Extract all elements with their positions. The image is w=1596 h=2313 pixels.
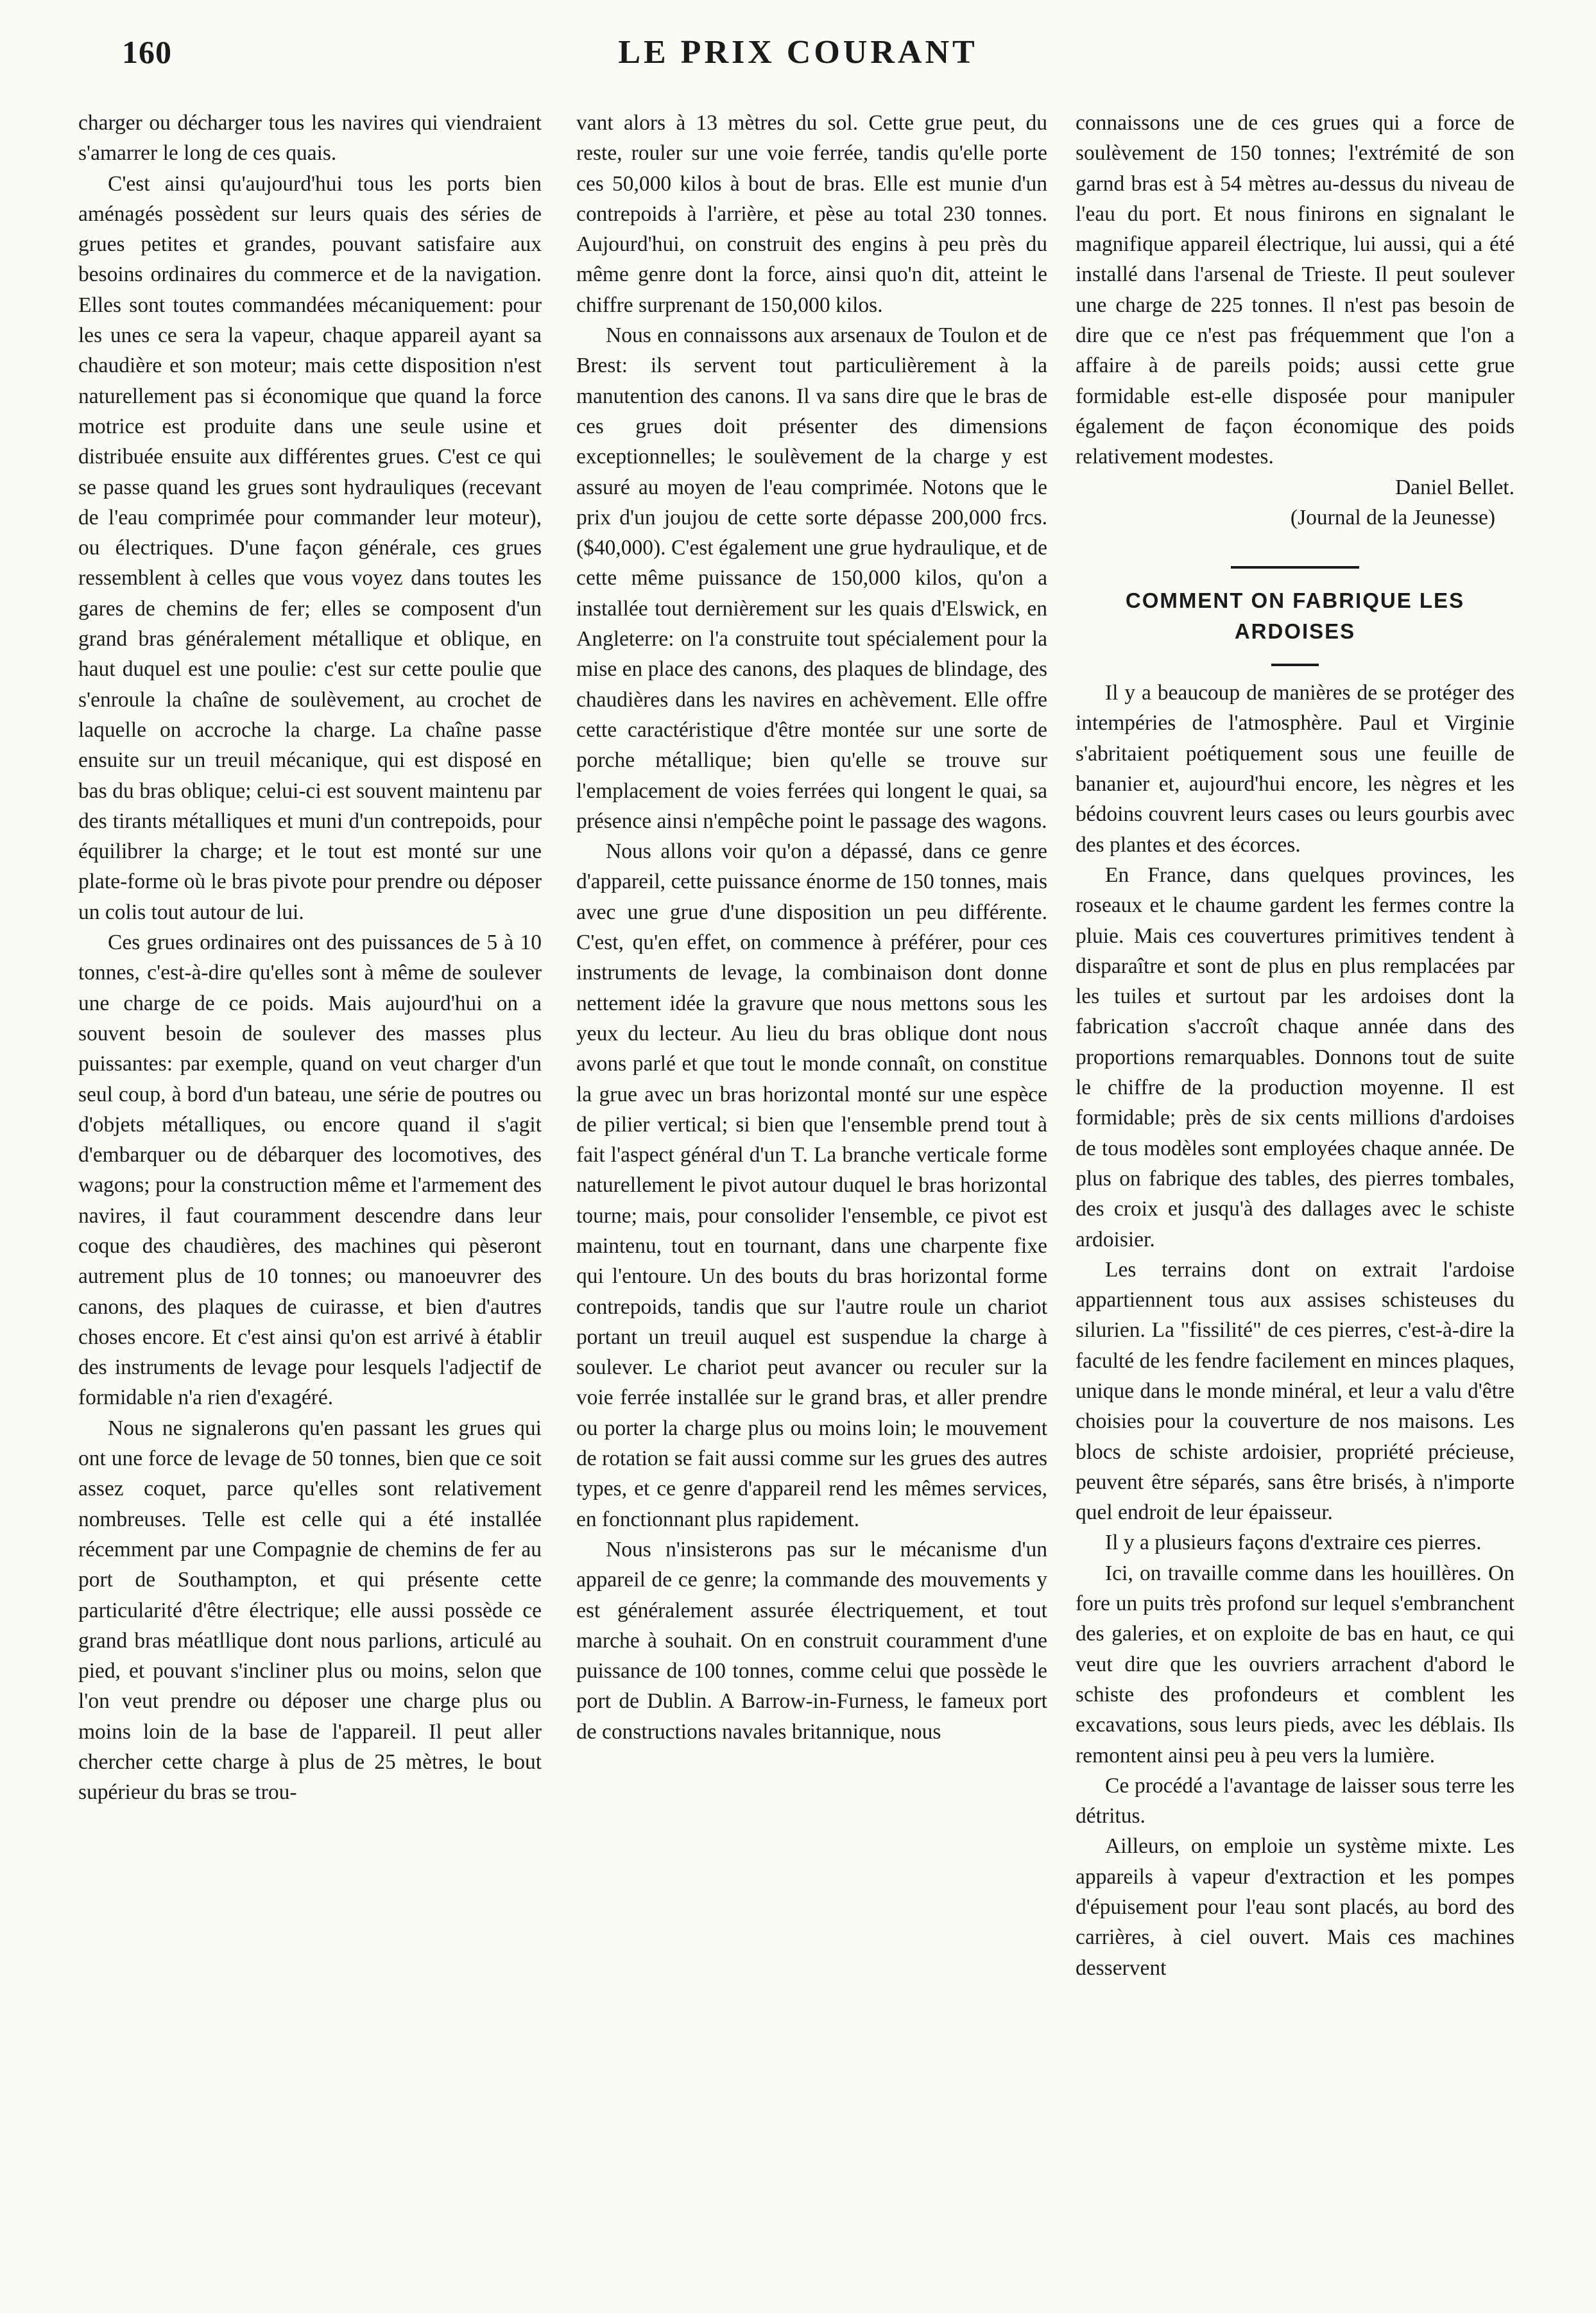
paragraph: C'est ainsi qu'aujourd'hui tous les ports bien aménagés possèdent sur leurs quais des séries de grues petites et grandes, pouvant satisfaire aux besoins ordinaires du commerce et de la navigation. Elles sont toutes commandées mécaniquement: pour les unes ce sera la vapeur, chaque appareil ayant sa chaudière et son moteur; mais cette disposition n'est naturellement pas si économique que quand la force motrice est produite dans une seule usine et distribuée ensuite aux différentes grues. C'est ce qui se passe quand les grues sont hydrauliques (recevant de l'eau comprimée pour commander leur moteur), ou électriques. D'une façon générale, ces grues ressemblent à celles que vous voyez dans toutes les gares de chemins de fer; elles se composent d'un grand bras généralement métallique et oblique, en haut duquel est une poulie: c'est sur cette poulie que s'enroule la chaîne de soulèvement, au crochet de laquelle on accroche la charge. La chaîne passe ensuite sur un treuil mécanique, qui est disposé en bas du bras oblique; celui-ci est souvent maintenu par des tirants métalliques et muni d'un contrepoids, pour équilibrer la charge; et le tout est monté sur une plate-forme où le bras pivote pour prendre ou déposer un colis tout autour de lui. (78, 171, 542, 924)
paragraph: Ces grues ordinaires ont des puissances de 5 à 10 tonnes, c'est-à-dire qu'elles sont à même de soulever une charge de ce poids. Mais aujourd'hui on a souvent besoin de soulever des masses plus puissantes: par exemple, quand on veut charger d'un seul coup, à bord d'un bateau, une série de poutres ou d'objets métalliques, ou encore quand il s'agit d'embarquer ou de débarquer des locomotives, des wagons; pour la construction même et l'armement des navires, il faut couramment descendre dans leur coque des chaudières, des machines qui pèseront autrement plus de 10 tonnes; ou manoeuvrer des canons, des plaques de cuirasse, et bien d'autres choses encore. Et c'est ainsi qu'on est arrivé à établir des instruments de levage pour lesquels l'adjectif de formidable n'a rien d'exagéré. (78, 931, 542, 1410)
paragraph: vant alors à 13 mètres du sol. Cette grue peut, du reste, rouler sur une voie ferrée, tandis qu'elle porte ces 50,000 kilos à bout de bras. Elle est munie d'un contrepoids à l'arrière, et pèse au total 230 tonnes. Aujourd'hui, on construit des engins à peu près du même genre dont la force, ainsi quo'n dit, atteint le chiffre surprenant de 150,000 kilos. (576, 111, 1047, 317)
paragraph: Ailleurs, on emploie un système mixte. Les appareils à vapeur d'extraction et les pompes d'épuisement pour l'eau sont placés, au bord des carrières, à ciel ouvert. Mais ces machines desservent (1076, 1834, 1514, 1980)
paragraph: Il y a plusieurs façons d'extraire ces pierres. (1105, 1531, 1482, 1555)
article-author: Daniel Bellet. (1394, 475, 1514, 499)
paragraph: En France, dans quelques provinces, les roseaux et le chaume gardent les fermes contre la pluie. Mais ces couvertures primitives tendent à disparaître et sont de plus en plus remplacées par les tuiles et surtout par les ardoises dont la fabrication s'accroît chaque année dans des proportions remarquables. Donnons tout de suite le chiffre de la production moyenne. Il est formidable; près de six cents millions d'ardoises de tous modèles sont employées chaque année. De plus on fabrique des tables, des pierres tombales, des croix et jusqu'à des dallages avec le schiste ardoisier. (1076, 863, 1514, 1251)
paragraph: charger ou décharger tous les navires qui viendraient s'amarrer le long de ces quais. (78, 111, 542, 166)
section-heading: COMMENT ON FABRIQUE LES ARDOISES (1125, 589, 1465, 644)
paragraph: connaissons une de ces grues qui a force de soulèvement de 150 tonnes; l'extrémité de son garnd bras est à 54 mètres au-dessus du niveau de l'eau du port. Et nous finirons en signalant le magnifique appareil électrique, lui aussi, qui a été installé dans l'arsenal de Trieste. Il peut soulever une charge de 225 tonnes. Il n'est pas besoin de dire que ce n'est pas fréquemment que l'on a affaire à de pareils poids; aussi cette grue formidable est-elle disposée pour manipuler également de façon économique des poids relativement modestes. (1076, 111, 1514, 469)
paragraph: Nous en connaissons aux arsenaux de Toulon et de Brest: ils servent tout particulièrement à la manutention des canons. Il va sans dire que le bras de ces grues doit présenter des dimensions exceptionnelles; le soulèvement de la charge y est assuré au moyen de l'eau comprimée. Notons que le prix d'un joujou de cette sorte dépasse 200,000 frcs. ($40,000). C'est également une grue hydraulique, et de cette même puissance de 150,000 kilos, qu'on a installée tout dernièrement sur les quais d'Elswick, en Angleterre: on l'a construite tout spécialement pour la mise en place des canons, des plaques de blindage, des chaudières dans les navires en achèvement. Elle offre cette caractéristique d'être montée sur une sorte de porche métallique; bien qu'elle se trouve sur l'emplacement de voies ferrées qui longent le quai, sa présence ainsi n'empêche point le passage des wagons. (576, 323, 1047, 833)
journal-title: LE PRIX COURANT (618, 34, 978, 71)
paragraph: Nous ne signalerons qu'en passant les grues qui ont une force de levage de 50 tonnes, bien que ce soit assez coquet, parce qu'elles sont relativement nombreuses. Telle est celle qui a été installée récemment par une Compagnie de chemins de fer au port de Southampton, et qui présente cette particularité d'être électrique; elle aussi possède ce grand bras méatllique dont nous parlions, articulé au pied, et pouvant s'incliner plus ou moins, selon que l'on veut prendre ou déposer une charge plus ou moins loin de la base de l'appareil. Il peut aller chercher cette charge à plus de 25 mètres, le bout supérieur du bras se trou- (78, 1416, 542, 1805)
article-source: (Journal de la Jeunesse) (1290, 505, 1495, 529)
paragraph: Ce procédé a l'avantage de laisser sous terre les détritus. (1076, 1773, 1514, 1828)
paragraph: Nous allons voir qu'on a dépassé, dans ce genre d'appareil, cette puissance énorme de 150 tonnes, mais avec une grue d'une disposition un peu différente. C'est, qu'en effet, on commence à préférer, pour ces instruments de levage, la combinaison dont donne nettement idée la gravure que nous mettons sous les yeux du lecteur. Au lieu du bras oblique dont nous avons parlé et que tout le monde connaît, on constitue la grue avec un bras horizontal monté sur une espèce de pilier vertical; si bien que l'ensemble prend tout à fait l'aspect général d'un T. La branche verticale forme naturellement le pivot autour duquel le bras horizontal tourne; mais, pour consolider l'ensemble, ce pivot est maintenu, tout en tournant, dans une charpente fixe qui l'entoure. Un des bouts du bras horizontal forme contrepoids, tandis que sur l'autre roule un chariot portant un treuil auquel est suspendue la charge à soulever. Le chariot peut avancer ou reculer sur la voie ferrée installée sur le grand bras, et aller prendre ou porter la charge plus ou moins loin; le mouvement de rotation se fait aussi comme sur les grues des autres types, et ce genre d'appareil rend les mêmes services, en fonctionnant plus rapidement. (576, 839, 1047, 1531)
paragraph: Les terrains dont on extrait l'ardoise appartiennent tous aux assises schisteuses du silurien. La "fissilité" de ces pierres, c'est-à-dire la faculté de les fendre facilement en minces plaques, unique dans le monde minéral, et leur a valu d'être choisies pour la couverture de nos maisons. Les blocs de schiste ardoisier, propriété précieuse, peuvent être séparés, sans être brisés, à n'importe quel endroit de leur épaisseur. (1076, 1257, 1514, 1525)
heading-underline (1271, 664, 1319, 666)
column-left (78, 108, 542, 1808)
paragraph: Ici, on travaille comme dans les houillères. On fore un puits très profond sur lequel s'embranchent des galeries, et on exploite de bas en haut, ce qui veut dire que les ouvriers arrachent d'abord le schiste des profondeurs et comblent les excavations, sous leurs pieds, avec les déblais. Ils remontent ainsi peu à peu vers la lumière. (1076, 1561, 1514, 1767)
column-right (1076, 108, 1514, 1983)
paragraph: Nous n'insisterons pas sur le mécanisme d'un appareil de ce genre; la commande des mouvements y est généralement assurée électriquement, et tout marche à souhait. On en construit couramment d'une puissance de 100 tonnes, comme celui que possède le port de Dublin. A Barrow-in-Furness, le fameux port de constructions navales britannique, nous (576, 1537, 1047, 1744)
paragraph: Il y a beaucoup de manières de se protéger des intempéries de l'atmosphère. Paul et Virginie s'abritaient poétiquement sous une feuille de bananier et, aujourd'hui encore, les nègres et les bédoins couvrent leurs cases ou leurs gourbis avec des plantes et des écorces. (1076, 681, 1514, 857)
section-divider (1231, 566, 1359, 569)
column-middle (576, 108, 1047, 1747)
page-number: 160 (122, 34, 172, 70)
